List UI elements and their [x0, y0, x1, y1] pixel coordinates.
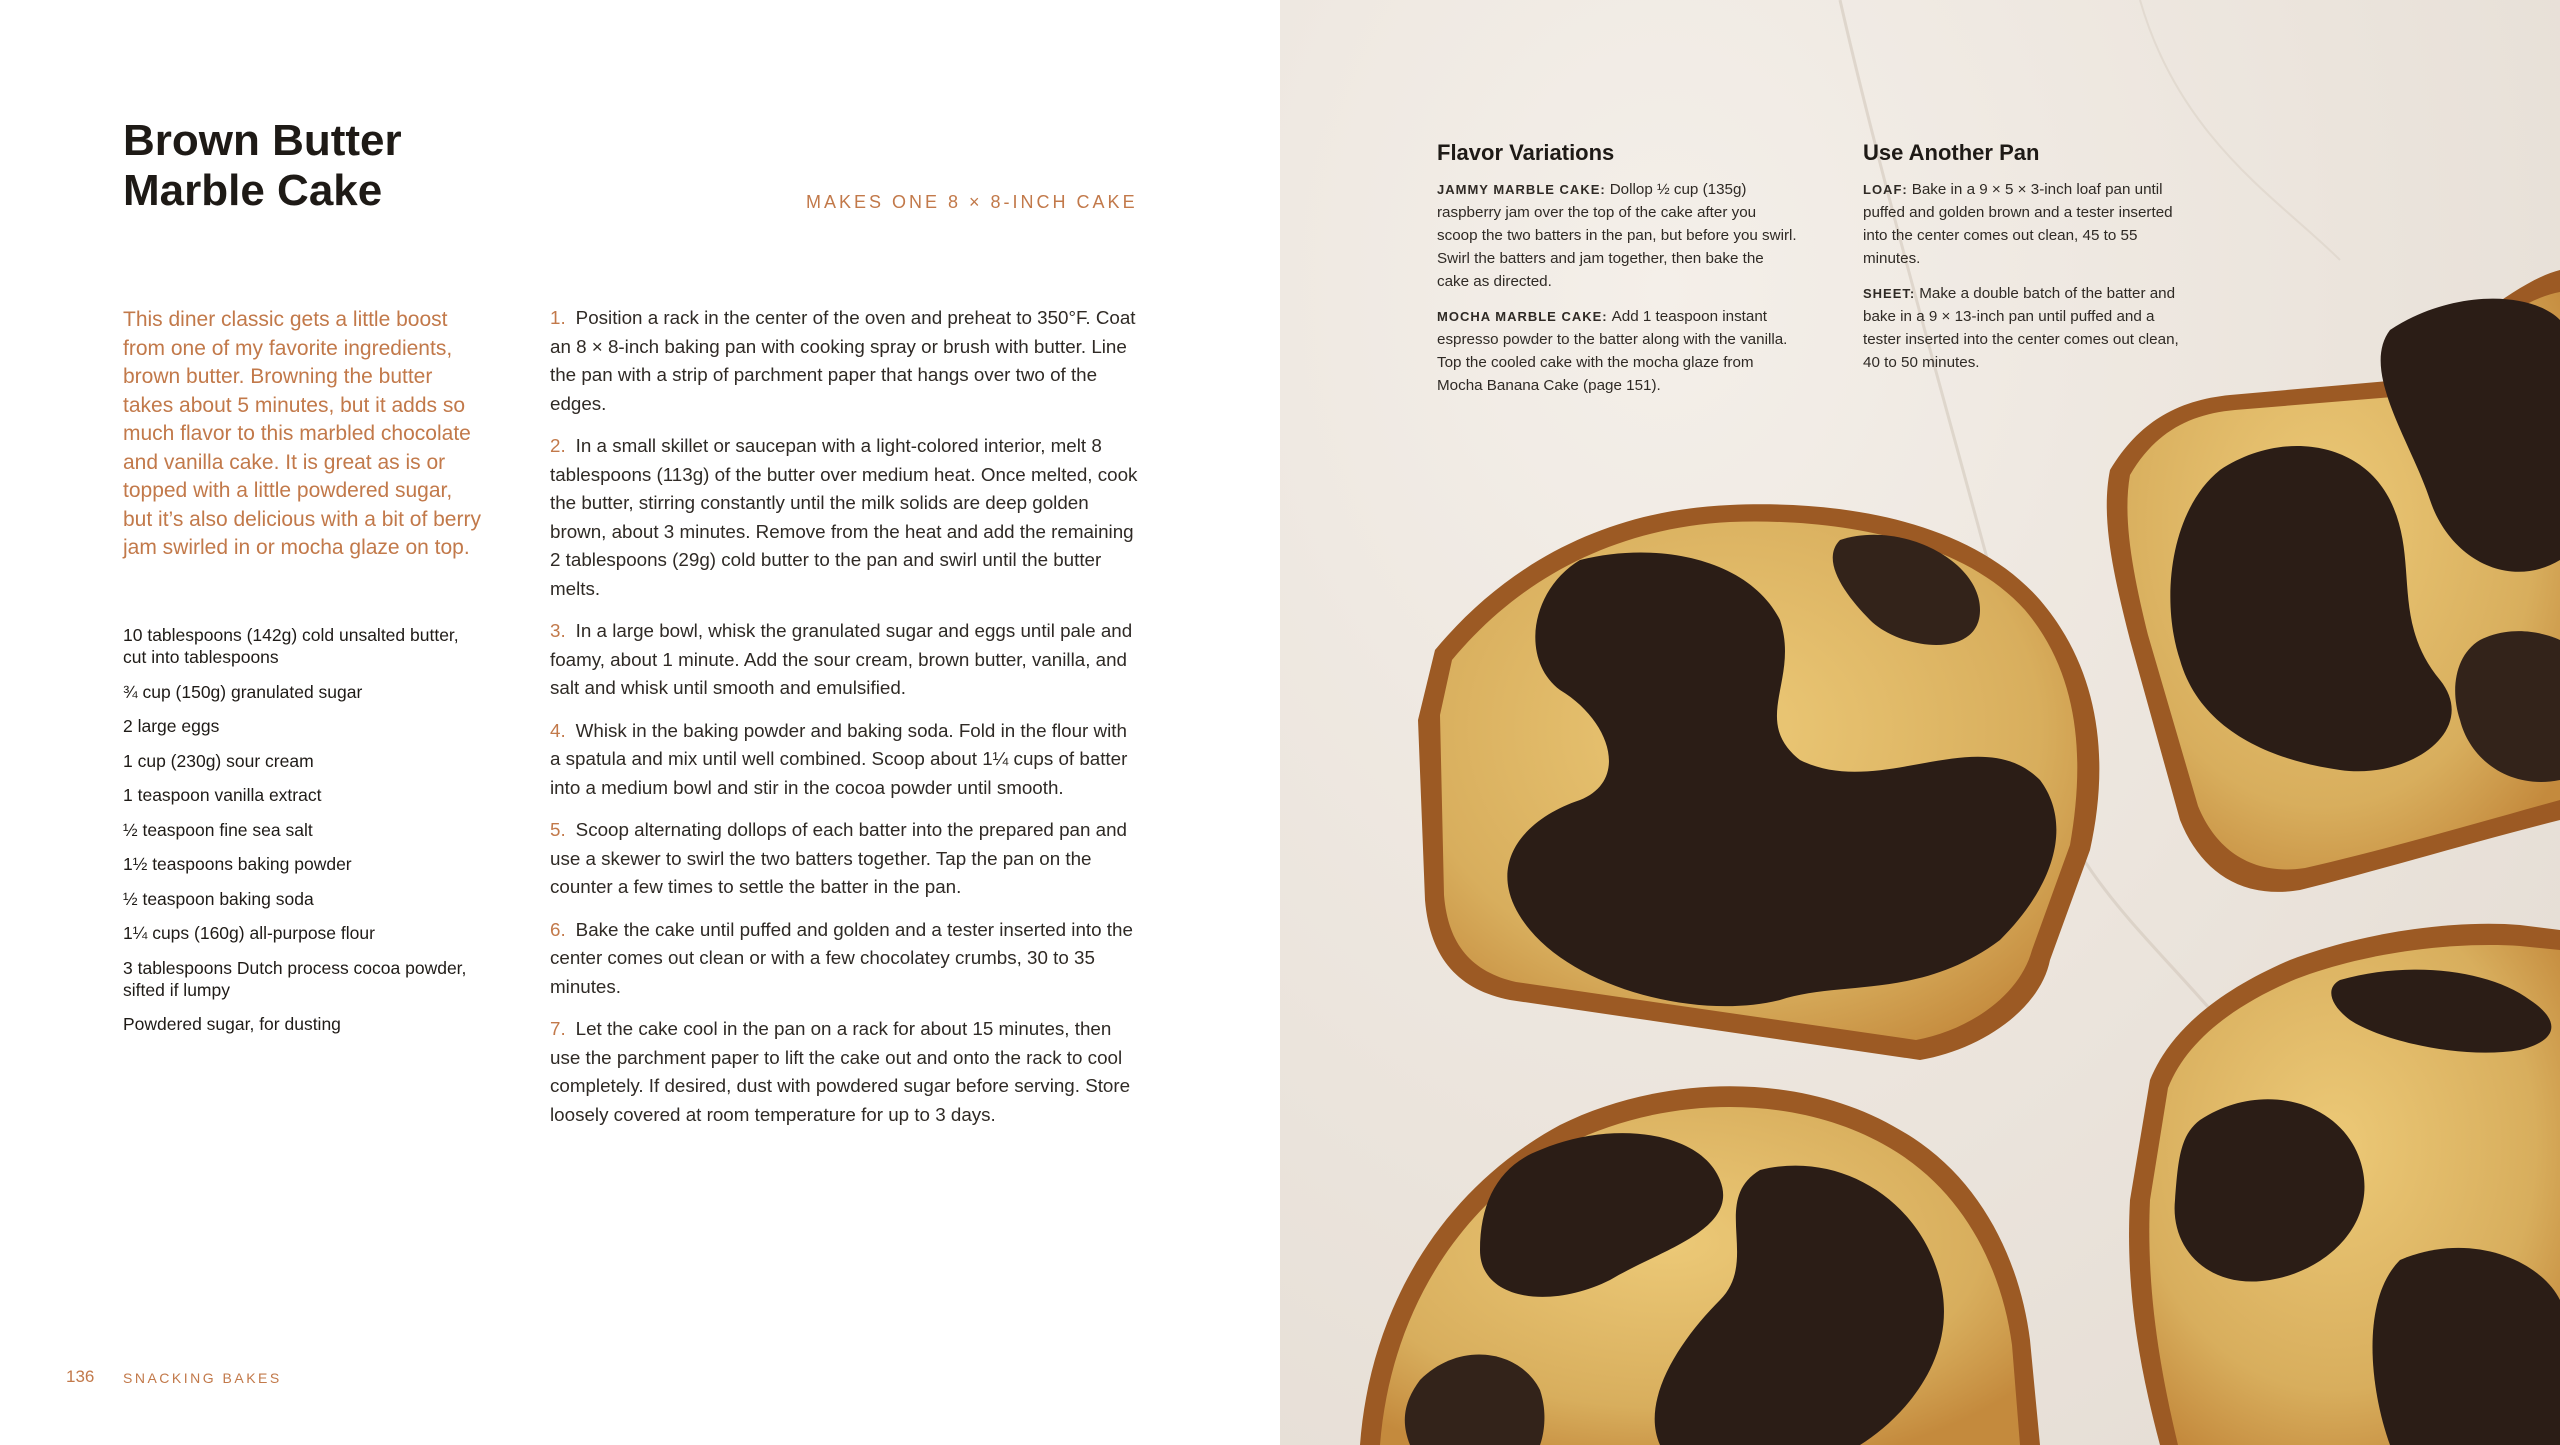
pan-text: Bake in a 9 × 5 × 3-inch loaf pan until puffed and golden brown and a tester inserted into the center comes out clean, 45 to 55 minutes.	[1863, 181, 2173, 267]
pan-item	[1863, 178, 2183, 270]
variation-lead: MOCHA MARBLE CAKE:	[1437, 309, 1608, 324]
running-footer: SNACKING BAKES	[123, 1370, 282, 1386]
pan-text: Make a double batch of the batter and bake in a 9 × 13-inch pan until puffed and a tester inserted into the center comes out clean, 40 to 50 minutes.	[1863, 285, 2179, 371]
title-line-1: Brown Butter	[123, 116, 402, 165]
method-step	[550, 432, 1140, 603]
cake-slice	[2129, 924, 2560, 1445]
ingredient-item: Powdered sugar, for dusting	[123, 1014, 341, 1034]
step-number: 1.	[550, 307, 566, 328]
step-number: 2.	[550, 435, 566, 456]
chocolate-swirl	[2373, 1248, 2560, 1445]
step-text: Position a rack in the center of the oven and preheat to 350°F. Coat an 8 × 8-inch baking pan with cooking spray or brush with butter. Line the pan with a strip of parchment paper that hangs over two of the edges.	[550, 307, 1136, 414]
ingredient-item: ½ teaspoon baking soda	[123, 888, 314, 909]
ingredient-item: ½ teaspoon fine sea salt	[123, 819, 313, 840]
cake-slice	[1418, 504, 2099, 1060]
variation-lead: JAMMY MARBLE CAKE:	[1437, 182, 1606, 197]
method-step	[550, 304, 1140, 418]
ingredient-item: 1 cup (230g) sour cream	[123, 750, 314, 771]
ingredient-item: ¾ cup (150g) granulated sugar	[123, 681, 363, 702]
flavor-variations-heading: Flavor Variations	[1437, 140, 1615, 165]
recipe-intro: This diner classic gets a little boost from one of my favorite ingredients, brown butter. Browning the butter takes about 5 minutes, but it adds so much flavor to this marbled chocolate and vanilla cake. It is great as is or topped with a little powdered sugar, but it’s also delicious with a bit of berry jam swirled in or mocha glaze on top.	[123, 308, 481, 559]
variation-text: Dollop ½ cup (135g) raspberry jam over the top of the cake after you scoop the two batters in the pan, but before you swirl. Swirl the batters and jam together, then bake the cake as directed.	[1437, 181, 1797, 290]
variation-item	[1437, 305, 1797, 397]
method-step	[550, 816, 1140, 902]
method-step	[550, 916, 1140, 1002]
step-number: 3.	[550, 620, 566, 641]
step-number: 4.	[550, 719, 566, 741]
right-page-photo	[1280, 0, 2560, 1445]
step-number: 7.	[550, 1018, 566, 1039]
ingredient-item: 1½ teaspoons baking powder	[123, 854, 352, 874]
title-line-2: Marble Cake	[123, 166, 383, 215]
page-number: 136	[66, 1367, 95, 1386]
ingredient-item: 3 tablespoons Dutch process cocoa powder, sifted if lumpy	[123, 957, 467, 1000]
recipe-yield: MAKES ONE 8 × 8-INCH CAKE	[806, 192, 1138, 212]
ingredient-item: 1 teaspoon vanilla extract	[123, 785, 322, 805]
step-number: 5.	[550, 819, 566, 840]
method-step	[550, 1015, 1140, 1129]
pan-lead: LOAF:	[1863, 182, 1908, 197]
method-step	[550, 717, 1140, 803]
cake-slice	[1360, 1086, 2040, 1445]
ingredient-item: 10 tablespoons (142g) cold unsalted butter, cut into tablespoons	[123, 625, 459, 667]
step-text: Scoop alternating dollops of each batter into the prepared pan and use a skewer to swirl the two batters together. Tap the pan on the counter a few times to settle the batter in the pan.	[550, 819, 1127, 897]
ingredient-item: 2 large eggs	[123, 716, 220, 736]
step-text: Whisk in the baking powder and baking soda. Fold in the flour with a spatula and mix until well combined. Scoop about 1¼ cups of batter into a medium bowl and stir in the cocoa powder until smooth.	[550, 719, 1128, 798]
recipe-title	[123, 116, 402, 216]
step-text: Let the cake cool in the pan on a rack for about 15 minutes, then use the parchment paper to lift the cake out and onto the rack to cool completely. If desired, dust with powdered sugar before serving. Store loosely covered at room temperature for up to 3 days.	[550, 1018, 1131, 1125]
ingredient-list	[123, 624, 483, 1048]
method-step	[550, 617, 1140, 703]
pan-lead: SHEET:	[1863, 286, 1916, 301]
step-number: 6.	[550, 918, 566, 940]
use-another-pan-heading: Use Another Pan	[1863, 140, 2040, 165]
use-another-pan-box	[1863, 140, 2183, 386]
step-text: In a large bowl, whisk the granulated sugar and eggs until pale and foamy, about 1 minute. Add the sour cream, brown butter, vanilla, and salt and whisk until smooth and emulsified.	[550, 620, 1133, 698]
ingredient-item: 1¼ cups (160g) all-purpose flour	[123, 923, 375, 943]
flavor-variations-box	[1437, 140, 1797, 409]
pan-item	[1863, 282, 2183, 374]
method-steps	[550, 304, 1140, 1143]
variation-item	[1437, 178, 1797, 293]
step-text: In a small skillet or saucepan with a light-colored interior, melt 8 tablespoons (113g) of the butter over medium heat. Once melted, cook the butter, stirring constantly until the milk solids are deep golden brown, about 3 minutes. Remove from the heat and add the remaining 2 tablespoons (29g) cold butter to the pan and swirl until the butter melts.	[550, 435, 1138, 599]
variation-text: Add 1 teaspoon instant espresso powder to the batter along with the vanilla. Top the cooled cake with the mocha glaze from Mocha Banana Cake (page 151).	[1437, 308, 1788, 394]
step-text: Bake the cake until puffed and golden and a tester inserted into the center comes out clean or with a few chocolatey crumbs, 30 to 35 minutes.	[550, 918, 1133, 997]
